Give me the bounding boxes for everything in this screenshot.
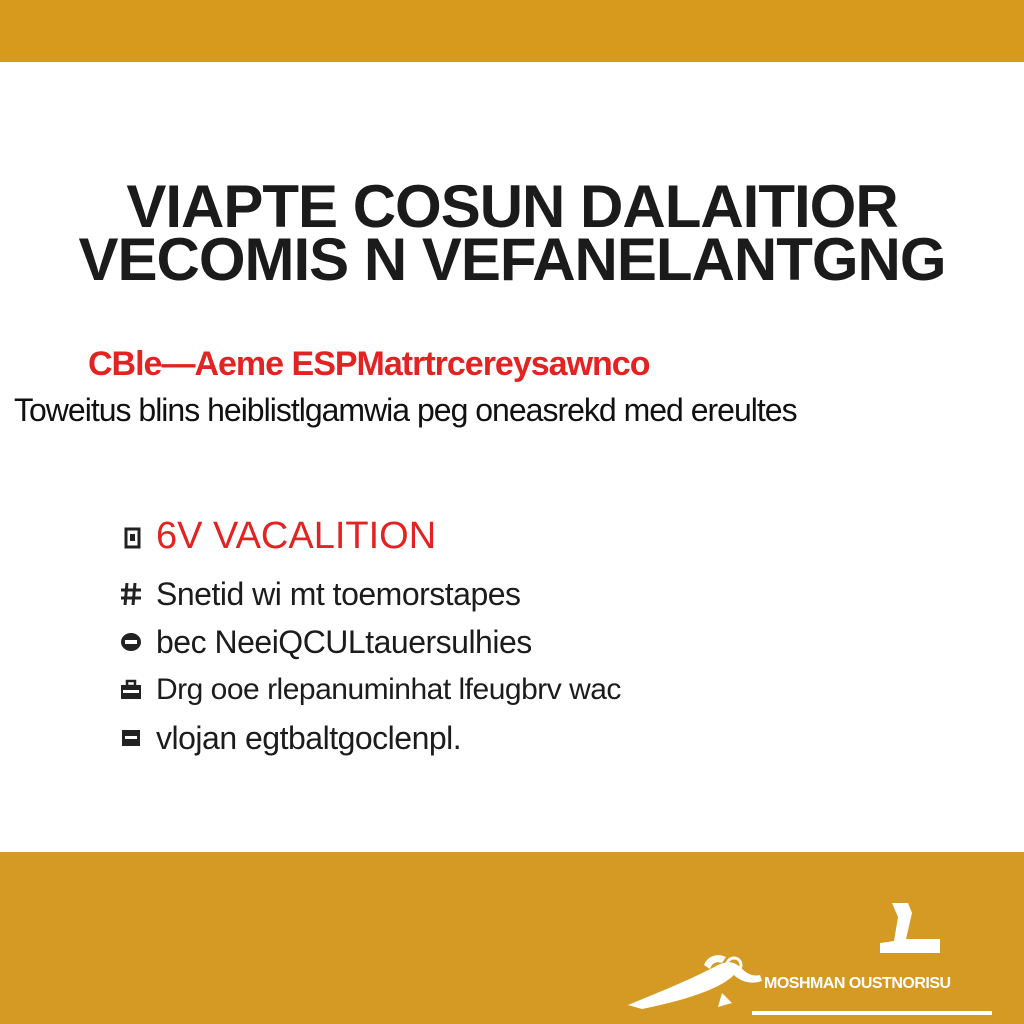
title-line-1: VIAPTE COSUN DALAITIOR bbox=[126, 173, 898, 240]
section-heading-label: 6V VACALITION bbox=[156, 515, 437, 557]
lock-icon bbox=[124, 526, 142, 548]
title-line-2: VECOMIS N VEFANELANTGNG bbox=[78, 226, 946, 293]
list-item bbox=[118, 618, 818, 666]
list-item bbox=[118, 570, 818, 618]
runner-logo-icon bbox=[622, 895, 1012, 1015]
subtitle-red: CBle—Aeme ESPMatrtrcereysawnco bbox=[88, 345, 650, 383]
list-item bbox=[118, 714, 818, 762]
box-icon bbox=[118, 727, 144, 749]
list-item-text: Snetid wi mt toemorstapes bbox=[156, 575, 521, 612]
feature-list bbox=[118, 570, 818, 762]
section-heading bbox=[124, 515, 436, 558]
list-item-text: bec NeeiQCULtauersulhies bbox=[156, 623, 532, 660]
list-item bbox=[118, 666, 818, 714]
hash-icon bbox=[118, 583, 144, 605]
list-item-text: vlojan egtbaltgoclenpl. bbox=[156, 719, 462, 756]
list-item-text: Drg ooe rlepanuminhat lfeugbrv wac bbox=[156, 673, 621, 706]
briefcase-icon bbox=[118, 679, 144, 701]
subtitle-text: Toweitus blins heiblistlgamwia peg oneasrekd med ereultes bbox=[14, 392, 797, 428]
footer-logo bbox=[622, 895, 1012, 1015]
header-band bbox=[0, 0, 1024, 62]
footer-logo-text: MOSHMAN OUSTNORISU bbox=[764, 975, 951, 992]
circle-badge-icon bbox=[118, 631, 144, 653]
